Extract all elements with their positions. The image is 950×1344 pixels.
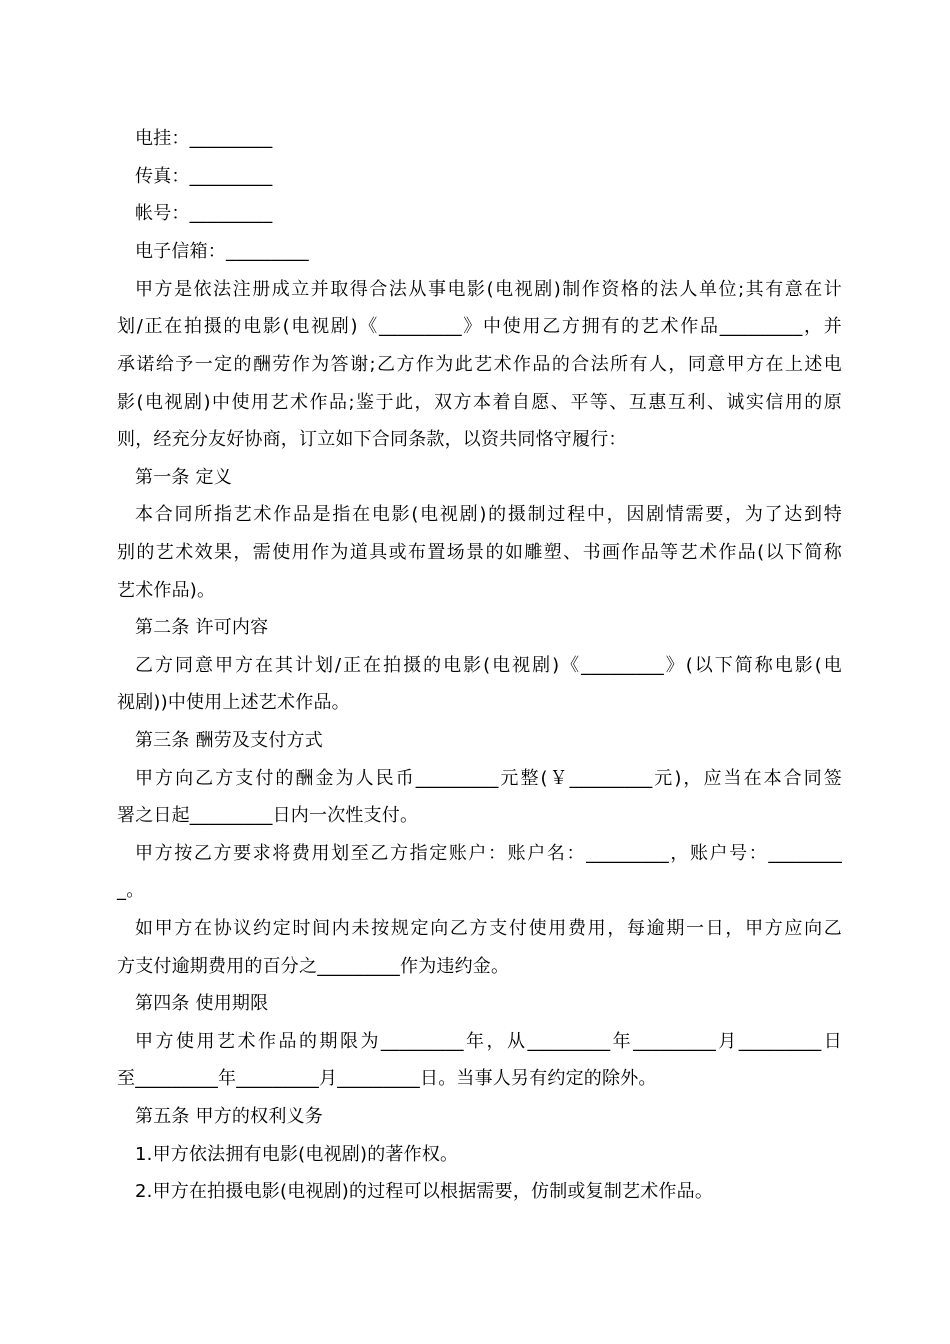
article-3-account-line: 甲方按乙方要求将费用划至乙方指定账户：账户名：_________，账户号：________ bbox=[135, 843, 842, 864]
article-1-heading: 第一条 定义 bbox=[135, 467, 232, 488]
contact-account-line: 帐号：_________ bbox=[135, 203, 273, 224]
contact-telegraph-line: 电挂：_________ bbox=[135, 128, 273, 149]
article-3-heading: 第三条 酬劳及支付方式 bbox=[135, 730, 323, 751]
article-2-body-line: 视剧))中使用上述艺术作品。 bbox=[117, 692, 350, 713]
preamble-line: 甲方是依法注册成立并取得合法从事电影(电视剧)制作资格的法人单位;其有意在计 bbox=[135, 279, 842, 300]
preamble-line: 划/正在拍摄的电影(电视剧)《_________》中使用乙方拥有的艺术作品_________，并 bbox=[117, 316, 842, 337]
article-3-penalty-line: 如甲方在协议约定时间内未按规定向乙方支付使用费用，每逾期一日，甲方应向乙 bbox=[135, 918, 842, 939]
article-1-body-line: 本合同所指艺术作品是指在电影(电视剧)的摄制过程中，因剧情需要，为了达到特 bbox=[135, 504, 842, 525]
article-3-body-line: 甲方向乙方支付的酬金为人民币_________元整(￥_________元)，应当在本合同签 bbox=[135, 768, 842, 789]
article-1-body-line: 别的艺术效果，需使用作为道具或布置场景的如雕塑、书画作品等艺术作品(以下简称 bbox=[117, 542, 842, 563]
article-4-body-line: 至_________年_________月_________日。当事人另有约定的除外。 bbox=[117, 1068, 657, 1089]
article-5-heading: 第五条 甲方的权利义务 bbox=[135, 1106, 323, 1127]
preamble-line: 承诺给予一定的酬劳作为答谢;乙方作为此艺术作品的合法所有人，同意甲方在上述电 bbox=[117, 354, 842, 375]
preamble-line: 则，经充分友好协商，订立如下合同条款，以资共同恪守履行： bbox=[117, 429, 627, 450]
contact-email-line: 电子信箱：_________ bbox=[135, 241, 309, 262]
article-5-item-2: 2.甲方在拍摄电影(电视剧)的过程可以根据需要，仿制或复制艺术作品。 bbox=[135, 1181, 714, 1202]
article-3-account-line: _。 bbox=[117, 880, 145, 901]
article-1-body-line: 艺术作品)。 bbox=[117, 580, 216, 601]
contact-fax-line: 传真：_________ bbox=[135, 166, 273, 187]
article-2-heading: 第二条 许可内容 bbox=[135, 617, 269, 638]
article-2-body-line: 乙方同意甲方在其计划/正在拍摄的电影(电视剧)《_________》(以下简称电影(电 bbox=[135, 655, 842, 676]
article-4-body-line: 甲方使用艺术作品的期限为_________年，从_________年_________月_________日 bbox=[135, 1031, 842, 1052]
preamble-line: 影(电视剧)中使用艺术作品;鉴于此，双方本着自愿、平等、互惠互利、诚实信用的原 bbox=[117, 392, 842, 413]
article-5-item-1: 1.甲方依法拥有电影(电视剧)的著作权。 bbox=[135, 1144, 459, 1165]
article-3-body-line: 署之日起_________日内一次性支付。 bbox=[117, 805, 419, 826]
article-3-penalty-line: 方支付逾期费用的百分之_________作为违约金。 bbox=[117, 956, 510, 977]
article-4-heading: 第四条 使用期限 bbox=[135, 993, 269, 1014]
